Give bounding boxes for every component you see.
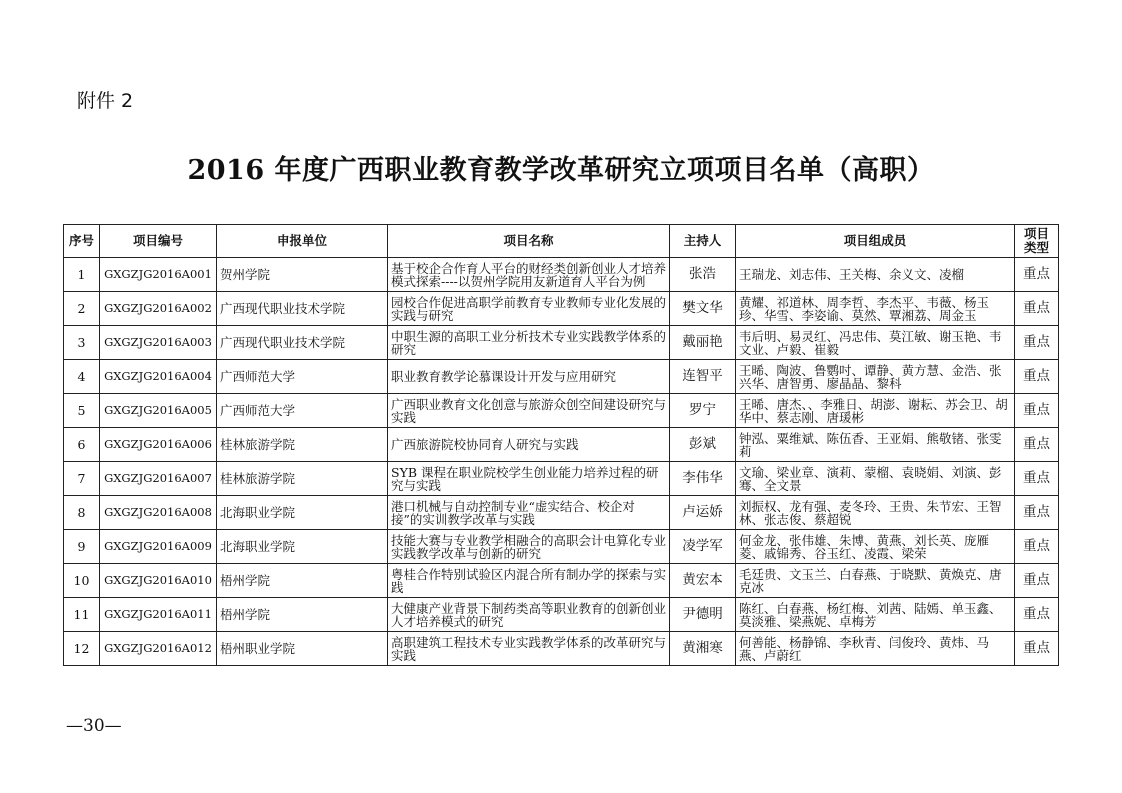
applicant-unit: 梧州学院 (217, 598, 388, 632)
team-members: 王晞、陶波、鲁鹦吋、谭静、黄方慧、金浩、张兴华、唐智勇、廖晶晶、黎科 (736, 360, 1015, 394)
project-type: 重点 (1015, 292, 1059, 326)
project-name: 职业教育教学论慕课设计开发与应用研究 (388, 360, 670, 394)
applicant-unit: 北海职业学院 (217, 496, 388, 530)
table-row (64, 564, 1059, 598)
row-number: 5 (64, 394, 100, 428)
table-row (64, 496, 1059, 530)
project-host: 卢运娇 (670, 496, 736, 530)
project-type: 重点 (1015, 462, 1059, 496)
page-number: —30— (66, 716, 122, 736)
project-host: 黄湘寒 (670, 632, 736, 666)
team-members: 陈红、白春燕、杨红梅、刘茜、陆嫣、单玉鑫、莫淡雅、梁燕妮、卓梅芳 (736, 598, 1015, 632)
project-name: 大健康产业背景下制药类高等职业教育的创新创业人才培养模式的研究 (388, 598, 670, 632)
project-host: 尹德明 (670, 598, 736, 632)
project-host: 张浩 (670, 258, 736, 292)
team-members: 钟泓、粟维斌、陈伍香、王亚娟、熊敬锗、张雯莉 (736, 428, 1015, 462)
applicant-unit: 梧州学院 (217, 564, 388, 598)
table-body (64, 258, 1059, 666)
row-number: 9 (64, 530, 100, 564)
project-name: 粤桂合作特别试验区内混合所有制办学的探索与实践 (388, 564, 670, 598)
header-members: 项目组成员 (736, 225, 1015, 258)
team-members: 毛廷贵、文玉兰、白春燕、于晓默、黄焕克、唐克冰 (736, 564, 1015, 598)
team-members: 王晞、唐杰、、李雅日、胡澎、谢耘、苏会卫、胡华中、蔡志刚、唐瑗彬 (736, 394, 1015, 428)
table-row (64, 360, 1059, 394)
project-type: 重点 (1015, 564, 1059, 598)
applicant-unit: 梧州职业学院 (217, 632, 388, 666)
project-code: GXGZJG2016A011 (100, 598, 217, 632)
project-type: 重点 (1015, 598, 1059, 632)
table-row (64, 292, 1059, 326)
table-row (64, 632, 1059, 666)
row-number: 7 (64, 462, 100, 496)
team-members: 何善能、杨静锦、李秋青、闫俊玲、黄炜、马燕、卢蔚红 (736, 632, 1015, 666)
table-row (64, 326, 1059, 360)
project-type: 重点 (1015, 258, 1059, 292)
row-number: 4 (64, 360, 100, 394)
header-code: 项目编号 (100, 225, 217, 258)
team-members: 黄耀、祁道林、周李哲、李杰平、韦薇、杨玉珍、华雪、李姿谕、莫然、覃湘荔、周金玉 (736, 292, 1015, 326)
project-host: 樊文华 (670, 292, 736, 326)
team-members: 何金龙、张伟雄、朱博、黄燕、刘长英、庞雁菱、戚锦秀、谷玉红、凌霞、梁荣 (736, 530, 1015, 564)
header-unit: 申报单位 (217, 225, 388, 258)
project-name: 技能大赛与专业教学相融合的高职会计电算化专业实践教学改革与创新的研究 (388, 530, 670, 564)
project-name: 基于校企合作育人平台的财经类创新创业人才培养模式探索----以贺州学院用友新道育人平台为例 (388, 258, 670, 292)
project-code: GXGZJG2016A007 (100, 462, 217, 496)
project-type: 重点 (1015, 360, 1059, 394)
project-name: 港口机械与自动控制专业“虚实结合、校企对接”的实训教学改革与实践 (388, 496, 670, 530)
project-code: GXGZJG2016A005 (100, 394, 217, 428)
team-members: 王瑞龙、刘志伟、王关梅、余义文、凌榴 (736, 258, 1015, 292)
project-host: 罗宁 (670, 394, 736, 428)
applicant-unit: 广西师范大学 (217, 394, 388, 428)
document-title: 2016 年度广西职业教育教学改革研究立项项目名单（高职） (187, 155, 935, 186)
project-type: 重点 (1015, 496, 1059, 530)
project-code: GXGZJG2016A006 (100, 428, 217, 462)
applicant-unit: 桂林旅游学院 (217, 428, 388, 462)
applicant-unit: 广西师范大学 (217, 360, 388, 394)
project-name: 中职生源的高职工业分析技术专业实践教学体系的研究 (388, 326, 670, 360)
table-row (64, 258, 1059, 292)
table-row (64, 394, 1059, 428)
project-code: GXGZJG2016A010 (100, 564, 217, 598)
project-type: 重点 (1015, 530, 1059, 564)
project-code: GXGZJG2016A003 (100, 326, 217, 360)
header-no: 序号 (64, 225, 100, 258)
project-code: GXGZJG2016A009 (100, 530, 217, 564)
project-code: GXGZJG2016A012 (100, 632, 217, 666)
project-type: 重点 (1015, 632, 1059, 666)
project-host: 彭斌 (670, 428, 736, 462)
project-name: 广西旅游院校协同育人研究与实践 (388, 428, 670, 462)
project-name: SYB 课程在职业院校学生创业能力培养过程的研究与实践 (388, 462, 670, 496)
header-name: 项目名称 (388, 225, 670, 258)
project-type: 重点 (1015, 394, 1059, 428)
row-number: 6 (64, 428, 100, 462)
row-number: 1 (64, 258, 100, 292)
applicant-unit: 广西现代职业技术学院 (217, 326, 388, 360)
attachment-label: 附件 2 (77, 90, 134, 112)
project-code: GXGZJG2016A001 (100, 258, 217, 292)
row-number: 8 (64, 496, 100, 530)
header-host: 主持人 (670, 225, 736, 258)
project-host: 凌学军 (670, 530, 736, 564)
project-host: 李伟华 (670, 462, 736, 496)
project-code: GXGZJG2016A008 (100, 496, 217, 530)
project-type: 重点 (1015, 326, 1059, 360)
project-host: 连智平 (670, 360, 736, 394)
project-host: 戴丽艳 (670, 326, 736, 360)
project-name: 园校合作促进高职学前教育专业教师专业化发展的实践与研究 (388, 292, 670, 326)
header-type: 项目类型 (1015, 225, 1059, 258)
row-number: 11 (64, 598, 100, 632)
applicant-unit: 北海职业学院 (217, 530, 388, 564)
project-table (63, 224, 1059, 666)
project-name: 高职建筑工程技术专业实践教学体系的改革研究与实践 (388, 632, 670, 666)
table-row (64, 428, 1059, 462)
applicant-unit: 贺州学院 (217, 258, 388, 292)
table-row (64, 598, 1059, 632)
applicant-unit: 桂林旅游学院 (217, 462, 388, 496)
row-number: 10 (64, 564, 100, 598)
applicant-unit: 广西现代职业技术学院 (217, 292, 388, 326)
project-name: 广西职业教育文化创意与旅游众创空间建设研究与实践 (388, 394, 670, 428)
project-type: 重点 (1015, 428, 1059, 462)
team-members: 刘振权、龙有强、麦冬玲、王贵、朱节宏、王智林、张志俊、蔡超锐 (736, 496, 1015, 530)
project-host: 黄宏本 (670, 564, 736, 598)
row-number: 2 (64, 292, 100, 326)
table-row (64, 530, 1059, 564)
team-members: 韦后明、易灵红、冯忠伟、莫江敏、谢玉艳、韦文业、卢毅、崔毅 (736, 326, 1015, 360)
project-code: GXGZJG2016A002 (100, 292, 217, 326)
project-code: GXGZJG2016A004 (100, 360, 217, 394)
table-header-row (64, 225, 1059, 258)
row-number: 12 (64, 632, 100, 666)
table-row (64, 462, 1059, 496)
row-number: 3 (64, 326, 100, 360)
team-members: 文瑜、梁业章、演莉、蒙榴、袁晓娟、刘演、彭骞、全文景 (736, 462, 1015, 496)
